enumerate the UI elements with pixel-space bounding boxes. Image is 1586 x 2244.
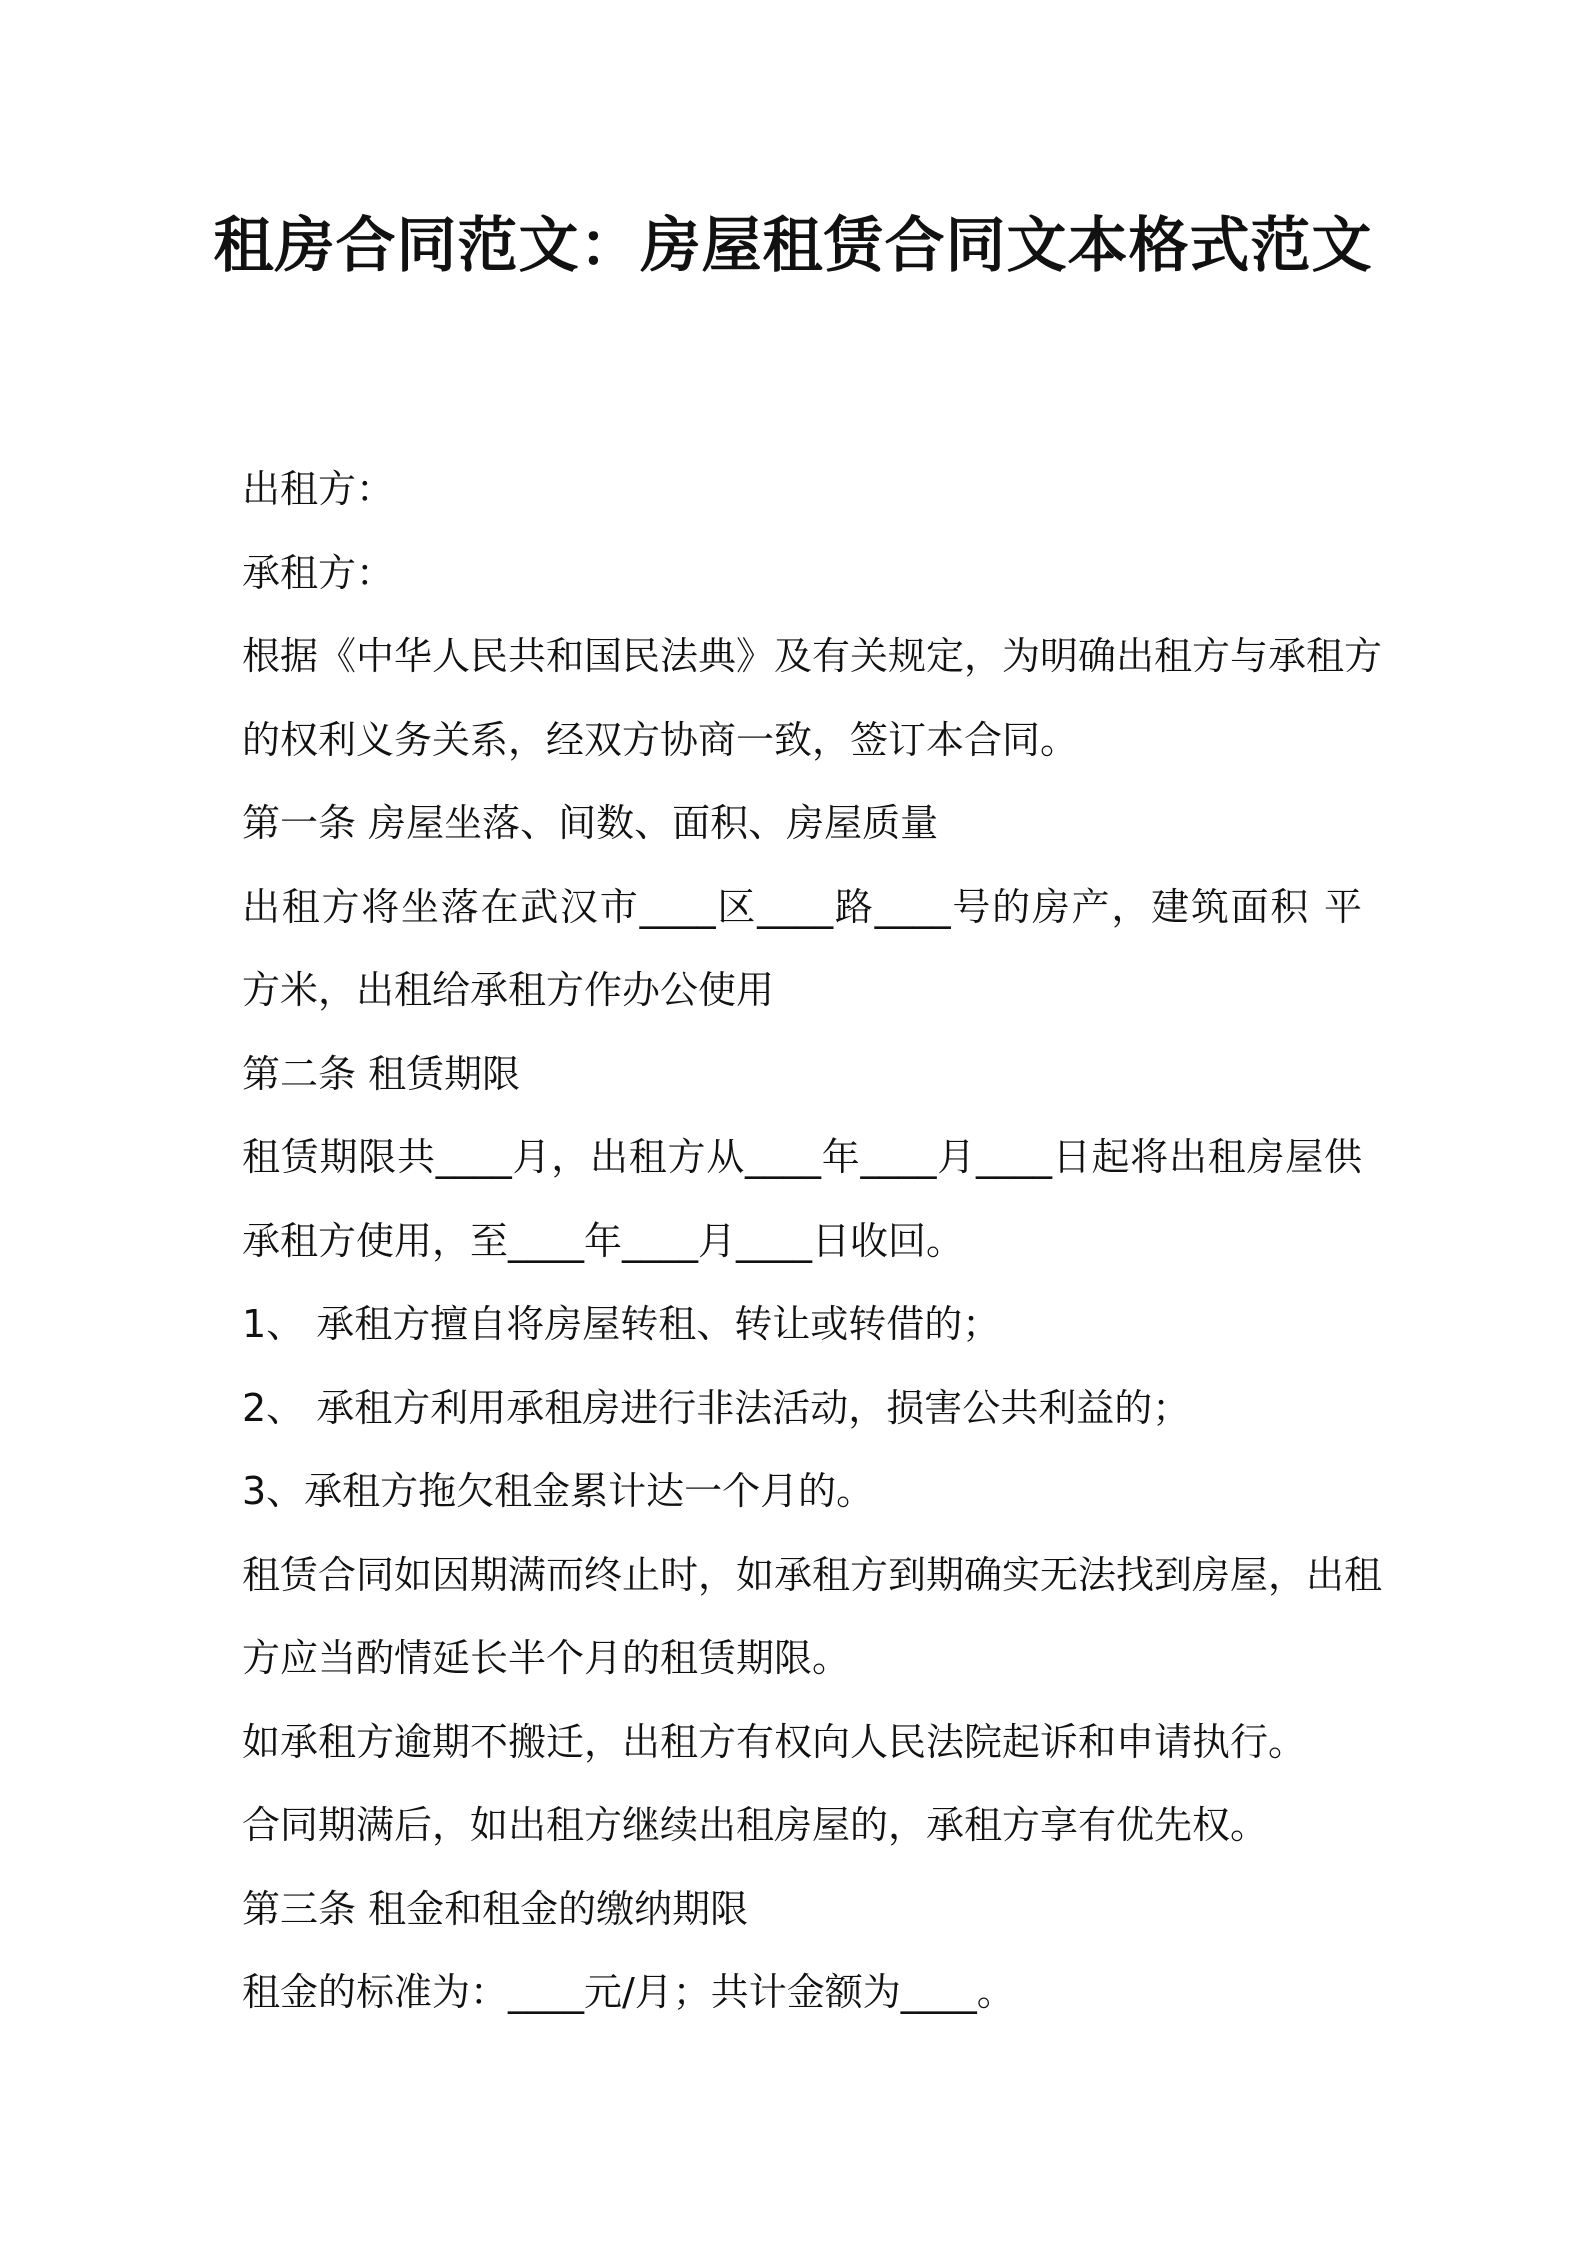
document-line-17: 合同期满后，如出租方继续出租房屋的，承租方享有优先权。 (242, 1803, 1269, 1847)
document-line-5: 第一条 房屋坐落、间数、面积、房屋质量 (242, 801, 939, 845)
document-line-19: 租金的标准为：____元/月；共计金额为____。 (242, 1970, 1015, 2014)
document-line-14: 租赁合同如因期满而终止时，如承租方到期确实无法找到房屋，出租 (242, 1552, 1383, 1597)
document-line-2: 承租方： (242, 550, 395, 595)
document-line-12: 2、 承租方利用承租房进行非法活动，损害公共利益的； (242, 1385, 1191, 1430)
document-line-16: 如承租方逾期不搬迁，出租方有权向人民法院起诉和申请执行。 (242, 1719, 1307, 1764)
document-line-1: 出租方： (242, 467, 395, 511)
document-line-7: 方米，出租给承租方作办公使用 (242, 968, 775, 1012)
document-line-9: 租赁期限共____月，出租方从____年____月____日起将出租房屋供 (242, 1135, 1362, 1179)
document-line-10: 承租方使用，至____年____月____日收回。 (242, 1218, 965, 1263)
document-line-8: 第二条 租赁期限 (242, 1051, 521, 1096)
document-body (242, 448, 1383, 2035)
document-line-6: 出租方将坐落在武汉市____区____路____号的房产，建筑面积 平 (242, 884, 1362, 929)
document-line-11: 1、 承租方擅自将房屋转租、转让或转借的； (242, 1302, 1001, 1346)
document-line-18: 第三条 租金和租金的缴纳期限 (242, 1886, 749, 1931)
document-line-4: 的权利义务关系，经双方协商一致，签订本合同。 (242, 717, 1079, 762)
document-title: 租房合同范文：房屋租赁合同文本格式范文 (213, 211, 1373, 281)
document-line-3: 根据《中华人民共和国民法典》及有关规定，为明确出租方与承租方 (242, 634, 1383, 678)
document-line-15: 方应当酌情延长半个月的租赁期限。 (242, 1636, 851, 1680)
document-line-13: 3、承租方拖欠租金累计达一个月的。 (242, 1469, 875, 1513)
